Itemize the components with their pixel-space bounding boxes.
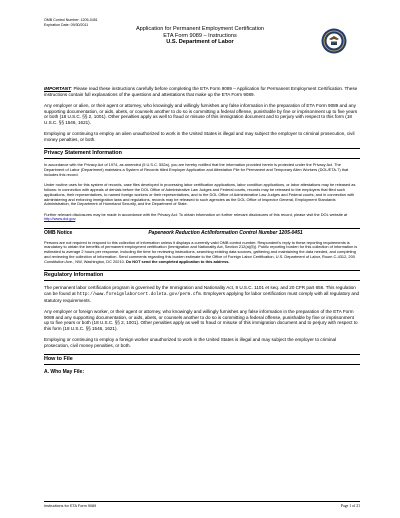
important-label: IMPORTANT — [44, 86, 71, 91]
regulatory-paragraph-2: Any employer or foreign worker, or their agent or attorney, who knowingly and willingly furnishes any false information in the preparation of the ETA Form 9089 and any supporting documentation, or aids, abets, or counsels another to do so is committing a federal offense, punishable by fine or imprisonment up to five years or both (18 U.S.C. §§ 2, 1001). Other penalties apply as well to fraud or misuse of this immigration document and to perjury with respect to this form (18 U.S.C. §§ 1546, 1621). — [44, 308, 358, 332]
omb-control-block — [44, 18, 98, 28]
regulatory-paragraph-1: The permanent labor certification program is governed by the Immigration and Nationality Act, 8 U.S.C. 1101 et seq. and 20 CFR part 656. This regulation can be found at http://www.foreignlaborcert.doleta.gov/perm.cfm. Employers applying for labor certification must comply with all regulatory and statutory requirements. — [44, 285, 360, 303]
privacy-paragraph-3: Further relevant disclosures may be made in accordance with the Privacy Act. To obtain information on further relevant disclosures of this record, please visit the DOL website at http://www.dol.gov. — [44, 211, 348, 222]
document-header — [100, 26, 300, 46]
employment-warning: Employing or continuing to employ an alien unauthorized to work in the United States is illegal and may subject the employer to criminal prosecution, civil money penalties, or both. — [44, 131, 355, 142]
document-body — [44, 86, 360, 380]
omb-section — [44, 228, 360, 266]
important-paragraph — [44, 86, 360, 98]
form-subtitle: ETA Form 9089 – Instructions — [163, 32, 237, 39]
omb-heading — [44, 228, 360, 238]
footer-document-name: Instructions for ETA Form 9089 — [44, 503, 97, 508]
department-name: U.S. Department of Labor — [166, 39, 234, 46]
dol-website-link[interactable]: http://www.dol.gov — [44, 216, 76, 222]
page-number: Page 1 of 21 — [340, 503, 360, 508]
page-footer — [44, 501, 360, 508]
regulatory-heading: Regulatory Information — [44, 270, 360, 281]
privacy-paragraph-2: Under routine uses for this system of records, case files developed in processing labor certification applications, labor condition applications, or labor attestations may be released as follows: in connection with appeals of denials before the DOL Office of Administrative Law Judges and Federal courts, records may be released to the employers that filed such applications, their representatives, to named foreign workers or their representatives, and to the DOL Office of Administrative Law Judges and Federal courts; and in connection with administering and enforcing immigration laws and regulations, records may be released to such agencies as the DOL Office of Inspector General, Employment Standards Administration, the Department of Homeland Security, and the Department of State. — [44, 181, 356, 207]
how-to-file-section — [44, 354, 360, 375]
dol-seal-icon — [321, 28, 347, 54]
expiration-date: Expiration Date: 09/30/2011 — [44, 23, 89, 27]
omb-notice-label: OMB Notice — [44, 229, 73, 236]
how-to-file-heading: How to File — [44, 354, 360, 365]
regulatory-section — [44, 270, 360, 349]
regulation-link[interactable]: http://www.foreignlaborcert.doleta.gov/perm.cfm — [76, 292, 201, 298]
privacy-heading: Privacy Statement Information — [44, 148, 360, 159]
important-text: : Please read these instructions carefully before completing the ETA Form 9089 – Application for Permanent Employment Certification. These instructions contain full explanations of the questions and attestations that make up the ETA Form 9089. — [44, 86, 358, 97]
regulatory-paragraph-3: Employing or continuing to employ a foreign worker unauthorized to work in the United States is illegal and may subject the employer to criminal prosecution, civil money penalties, or both. — [44, 337, 337, 349]
omb-notice-title: Paperwork Reduction Act/Information Control Number 1205-0451 — [148, 229, 303, 236]
form-title: Application for Permanent Employment Certification — [135, 26, 265, 32]
who-may-file-heading: A. Who May File: — [44, 369, 84, 376]
omb-paragraph: Persons are not required to respond to this collection of information unless it displays a currently valid OMB control number. Respondent's reply to these reporting requirements is mandatory to obtain the benefits of permanent employment certification (Immigration and Nationality Act, Section 212(a)(5)). Public reporting burden for this collection of information is estimated to average 2 hours per response, including the time for reviewing instructions, searching existing data sources, gathering and maintaining the data needed, and completing and reviewing the collection of information. Send comments regarding this burden estimate to the Office of Foreign Labor Certification, U.S. Department of Labor, Room C-4312, 200 Constitution Ave., NW, Washington, DC 20210. Do NOT send the completed application to this address. — [44, 239, 358, 265]
omb-control-number: OMB Control Number: 1205-0451 — [44, 18, 98, 22]
privacy-paragraph-1: In accordance with the Privacy Act of 1974, as amended (5 U.S.C. 552a), you are hereby notified that the information provided herein is protected under the Privacy Act. The Department of Labor (Department) maintains a System of Records titled Employer Application and Attestation File for Permanent and Temporary Alien Workers (DOL/ETA-7) that includes this record. — [44, 161, 349, 177]
omb-bold-notice: Do NOT send the completed application to this address. — [125, 259, 230, 265]
privacy-section — [44, 148, 360, 222]
false-info-warning: Any employer or alien, or their agent or attorney, who knowingly and willingly furnishes any false information in the preparation of ETA Form 9089 and any supporting documentation, or aids, abets, or counsels another to do so is committing a federal offense, punishable by fine or imprisonment up to five years or both (18 U.S.C. §§ 2, 1001). Other penalties apply as well to fraud or misuse of this immigration document and to perjury with respect to this form (18 U.S.C. §§ 1546, 1621). — [44, 102, 358, 126]
